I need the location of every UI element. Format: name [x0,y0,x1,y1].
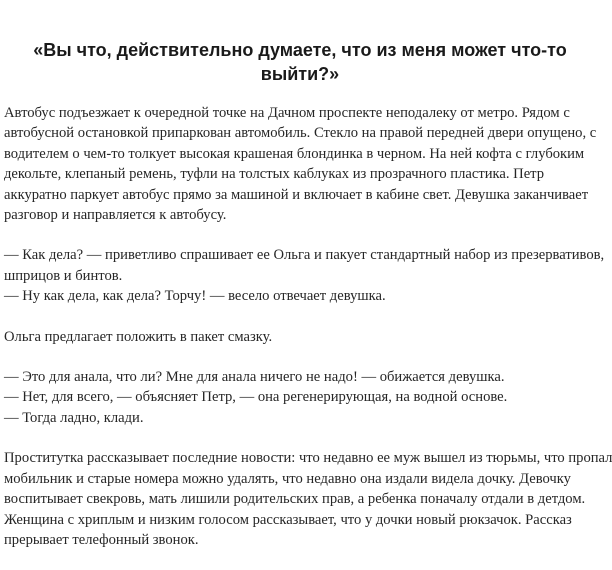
paragraph-line: аккуратно паркует автобус прямо за машиной и включает в кабине свет. Девушка заканчивает [4,186,589,203]
paragraph-line: Автобус подъезжает к очередной точке на Дачном проспекте неподалеку от метро. Рядом с [4,105,570,121]
paragraph-line: воспитывает свекровь, мать лишили родительских прав, а ребенка поначалу отдали в детдом. [4,491,586,508]
paragraph-5 [4,448,612,550]
spacer [0,86,600,103]
paragraph-line: декольте, клепаный ремень, туфли на толстых каблуках из прозрачного пластика. Петр [4,166,545,183]
headline-line-2: выйти?» [260,64,340,84]
paragraph-line: разговор и направляется к автобусу. [4,207,227,224]
dialogue-line: — Как дела? — приветливо спрашивает ее Ольга и пакует стандартный набор из презервативов, [4,247,605,264]
spacer [4,225,600,245]
paragraph-line: водителем о чем-то толкует высокая крашеная блондинка в черном. На ней кофта с глубоким [4,145,585,162]
dialogue-line: — Ну как дела, как дела? Торчу! — весело отвечает девушка. [4,288,386,305]
paragraph-line: Ольга предлагает положить в пакет смазку. [4,328,273,345]
paragraph-line: Женщина с хриплым и низким голосом рассказывает, что у дочки новый рюкзачок. Рассказ [4,511,572,528]
spacer [4,428,600,448]
spacer [4,347,600,367]
spacer [4,307,600,327]
article-body [0,103,612,550]
article [0,38,612,570]
paragraph-2 [4,245,605,306]
paragraph-3 [4,327,600,347]
dialogue-line: — Это для анала, что ли? Мне для анала ничего не надо! — обижается девушка. [4,369,505,386]
dialogue-line: — Нет, для всего, — объясняет Петр, — она регенерирующая, на водной основе. [4,389,508,406]
article-headline [30,38,570,86]
paragraph-1 [4,103,600,225]
paragraph-line: мобильник и старые номера можно удалять, что недавно она издали видела дочку. Девочку [4,470,571,487]
paragraph-4 [4,367,600,428]
paragraph-line: Проститутка рассказывает последние новости: что недавно ее муж вышел из тюрьмы, что пропал [4,450,612,467]
paragraph-line: прерывает телефонный звонок. [4,531,199,548]
dialogue-line: шприцов и бинтов. [4,267,123,284]
headline-line-1: «Вы что, действительно думаете, что из меня может что-то [33,40,567,60]
paragraph-line: автобусной остановкой припаркован автомобиль. Стекло на правой передней двери опущено, с [4,125,597,142]
dialogue-line: — Тогда ладно, клади. [4,409,144,426]
